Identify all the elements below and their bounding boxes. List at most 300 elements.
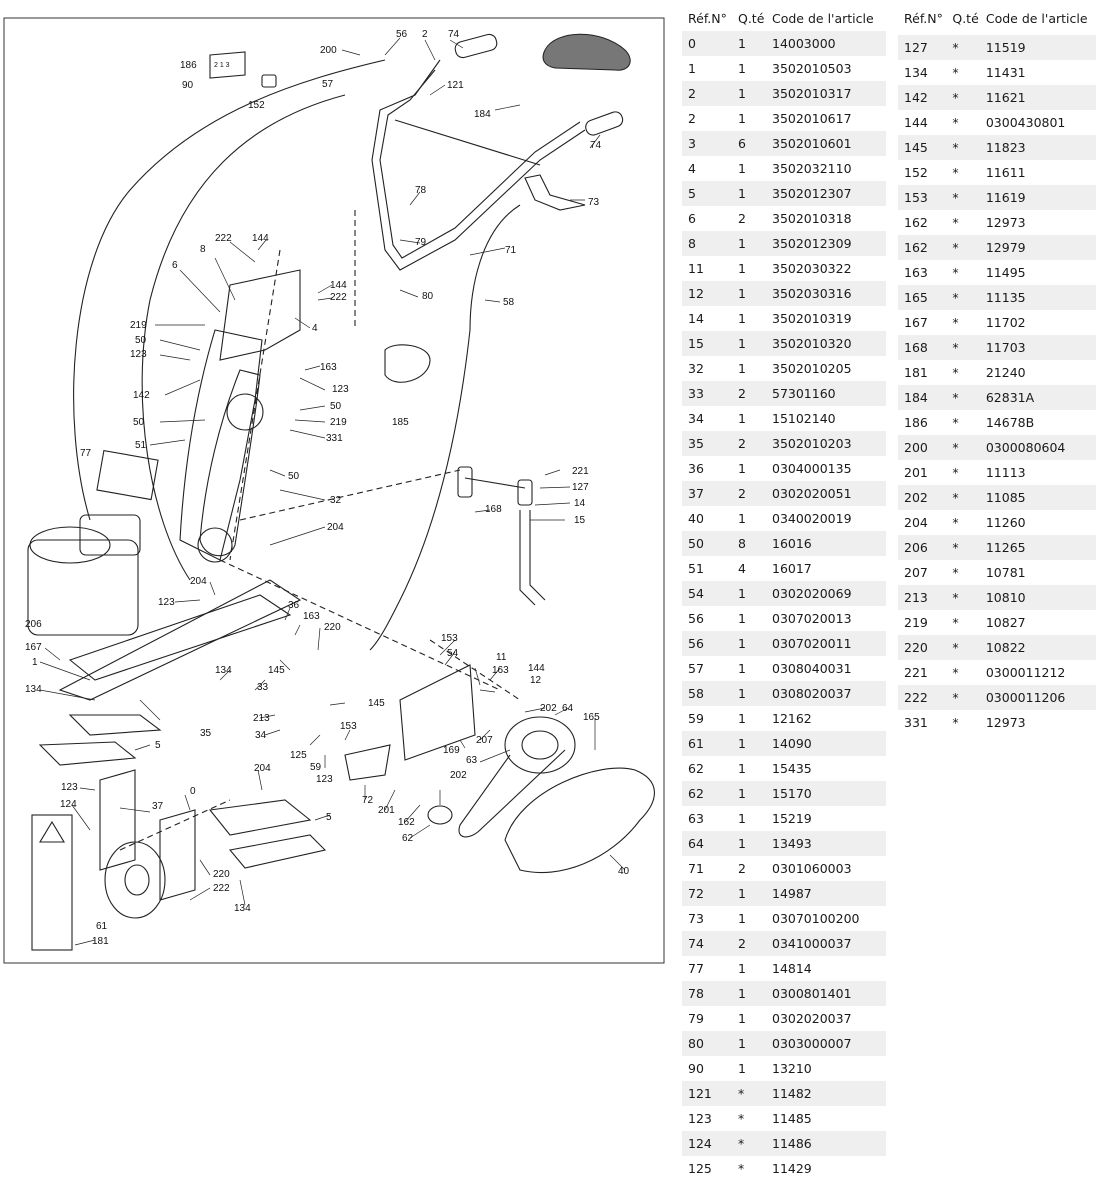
label-3-low: 5 — [326, 812, 332, 823]
table-row — [682, 481, 886, 506]
table-row — [682, 1106, 886, 1131]
cell-qty: 1 — [738, 511, 746, 526]
cell-ref: 33 — [682, 381, 732, 406]
table-row — [898, 85, 1096, 110]
label-123-far: 123 — [61, 782, 78, 793]
cell-qty: * — [946, 235, 979, 260]
cell-ref: 64 — [682, 831, 732, 856]
cell-qty: 1 — [738, 461, 746, 476]
cell-code: 3502012309 — [766, 231, 886, 256]
handle-pad-shape — [543, 34, 630, 70]
cell-ref: 202 — [898, 485, 946, 510]
table-row — [682, 106, 886, 131]
table-row — [898, 335, 1096, 360]
cell-qty: * — [946, 335, 979, 360]
table-row — [682, 531, 886, 556]
label-204-low2: 204 — [254, 763, 271, 774]
cell-ref: 61 — [682, 731, 732, 756]
label-162: 162 — [398, 817, 415, 828]
cell-ref: 1 — [688, 61, 696, 76]
cell-code: 14987 — [766, 881, 886, 906]
cell-qty: 2 — [732, 481, 766, 506]
cell-code: 15435 — [772, 761, 812, 776]
cell-qty: 1 — [738, 961, 746, 976]
label-163-right: 163 — [492, 665, 509, 676]
cell-code: 10810 — [980, 585, 1096, 610]
label-5: 6 — [172, 260, 178, 271]
label-35: 35 — [200, 728, 212, 739]
cell-qty: 1 — [738, 361, 746, 376]
decal-185-shape — [385, 345, 430, 382]
label-201: 201 — [378, 805, 395, 816]
label-145-mid: 145 — [368, 698, 385, 709]
table-row — [682, 281, 886, 306]
cell-code: 3502010317 — [766, 81, 886, 106]
table-row — [682, 606, 886, 631]
cell-ref: 162 — [898, 235, 946, 260]
table-row — [682, 56, 886, 81]
cell-qty: 1 — [732, 31, 766, 56]
table-row — [682, 956, 886, 981]
label-56: 56 — [396, 29, 408, 40]
cell-qty: 1 — [738, 61, 746, 76]
label-121: 121 — [447, 80, 464, 91]
cell-qty: 1 — [738, 761, 746, 776]
cell-code: 62831A — [980, 385, 1096, 410]
header-ref: Réf.N° — [904, 11, 943, 26]
cell-code: 3502030316 — [766, 281, 886, 306]
cell-qty: * — [952, 515, 959, 530]
cell-qty: * — [952, 65, 959, 80]
table-row — [898, 460, 1096, 485]
table-row — [898, 310, 1096, 335]
label-80: 80 — [422, 291, 434, 302]
cell-qty: * — [952, 665, 959, 680]
cell-ref: 207 — [904, 565, 928, 580]
cell-qty: 1 — [732, 581, 766, 606]
tension-plate-shape — [345, 745, 390, 780]
label-3-top: 5 — [155, 740, 161, 751]
table-row — [682, 706, 886, 731]
label-142: 142 — [133, 390, 150, 401]
cell-qty: 1 — [738, 261, 746, 276]
table-row — [898, 210, 1096, 235]
cell-ref: 74 — [682, 931, 732, 956]
cell-code: 0308020037 — [766, 681, 886, 706]
table-row — [898, 685, 1096, 710]
label-163-low: 163 — [303, 611, 320, 622]
table-row — [682, 656, 886, 681]
cell-qty: * — [946, 135, 979, 160]
label-58: 58 — [503, 297, 515, 308]
label-4: 4 — [312, 323, 318, 334]
cell-qty: 8 — [732, 531, 766, 556]
table-row — [682, 806, 886, 831]
label-200: 200 — [320, 45, 337, 56]
label-57: 57 — [322, 79, 334, 90]
cell-code: 11611 — [985, 165, 1026, 180]
cell-code: 15170 — [766, 781, 886, 806]
handlebar-cross-shape — [395, 120, 540, 165]
cell-qty: * — [952, 465, 959, 480]
table-row — [898, 660, 1096, 685]
table-row — [682, 181, 886, 206]
cell-code: 15102140 — [772, 411, 836, 426]
shaft-shape — [520, 510, 545, 605]
cell-ref: 56 — [682, 631, 732, 656]
cell-ref: 56 — [688, 611, 704, 626]
cell-ref: 36 — [688, 461, 704, 476]
label-123-left: 123 — [130, 349, 147, 360]
cell-ref: 62 — [688, 761, 704, 776]
cell-code: 0300801401 — [766, 981, 886, 1006]
label-202-low: 202 — [450, 770, 467, 781]
cell-qty: 1 — [738, 711, 746, 726]
cell-qty: * — [946, 35, 979, 60]
cell-code: 0302020069 — [766, 581, 886, 606]
cell-qty: * — [952, 165, 959, 180]
table-row — [682, 881, 886, 906]
cell-qty: * — [952, 365, 959, 380]
cell-code: 14678B — [985, 415, 1035, 430]
cell-code: 3502032110 — [772, 161, 852, 176]
warning-decal-shape — [32, 815, 72, 950]
cell-qty: * — [946, 635, 979, 660]
belt-cover-shape — [505, 768, 654, 872]
cell-ref: 58 — [682, 681, 732, 706]
cell-qty: * — [946, 285, 979, 310]
cell-qty: 2 — [738, 861, 746, 876]
cell-ref: 162 — [904, 215, 928, 230]
cell-code: 11135 — [980, 285, 1096, 310]
table-row — [898, 60, 1096, 85]
leader-lines-shape — [40, 38, 625, 945]
cell-ref: 73 — [688, 911, 704, 926]
hitch-plate2-shape — [40, 742, 135, 765]
cell-ref: 181 — [904, 365, 928, 380]
cell-qty: * — [952, 315, 959, 330]
cell-qty: 1 — [738, 1061, 746, 1076]
cell-qty: 1 — [732, 681, 766, 706]
frame-plate-shape — [220, 270, 300, 360]
cell-qty: * — [946, 485, 979, 510]
cell-qty: * — [946, 685, 979, 710]
label-144-top: 144 — [252, 233, 269, 244]
label-12: 12 — [530, 675, 542, 686]
cell-ref: 168 — [898, 335, 946, 360]
cell-code: 0307020013 — [772, 611, 852, 626]
cell-ref: 78 — [682, 981, 732, 1006]
cell-code: 15219 — [772, 811, 812, 826]
table-row — [898, 35, 1096, 60]
table-row — [898, 160, 1096, 185]
cell-qty: * — [952, 265, 959, 280]
label-221: 221 — [572, 466, 589, 477]
handlebar-shape — [372, 60, 585, 270]
cell-code: 12979 — [980, 235, 1096, 260]
label-32: 32 — [330, 495, 342, 506]
label-50-right: 50 — [288, 471, 300, 482]
cell-code: 10822 — [980, 635, 1096, 660]
bracket-shape — [100, 770, 195, 900]
label-123-mid: 123 — [332, 384, 349, 395]
cell-code: 0302020037 — [772, 1011, 852, 1026]
table-row — [898, 485, 1096, 510]
pulley-small-shape — [428, 806, 452, 824]
cell-code: 14814 — [772, 961, 812, 976]
table-row — [898, 135, 1096, 160]
label-152: 152 — [248, 100, 265, 111]
cell-code: 0300011212 — [985, 665, 1066, 680]
cell-code: 16017 — [772, 561, 812, 576]
label-50-low: 50 — [133, 417, 145, 428]
table-row — [682, 356, 886, 381]
table-row — [898, 185, 1096, 210]
cell-code: 11113 — [985, 465, 1026, 480]
header-qty: Q.té — [952, 11, 979, 26]
cell-qty: 1 — [738, 811, 746, 826]
cell-code: 11431 — [985, 65, 1026, 80]
table-row — [682, 1006, 886, 1031]
table-row — [682, 1156, 886, 1181]
header-code: Code de l'article — [985, 11, 1088, 26]
guide-lines-shape — [120, 210, 520, 850]
cell-ref: 34 — [688, 411, 704, 426]
cell-qty: * — [952, 115, 959, 130]
cell-ref: 124 — [682, 1131, 732, 1156]
cell-ref: 4 — [688, 161, 696, 176]
cell-qty: * — [946, 435, 979, 460]
tag-186-text: 2 1 3 — [214, 62, 230, 69]
cell-code: 11265 — [980, 535, 1096, 560]
label-219-left: 219 — [130, 320, 147, 331]
label-165: 165 — [583, 712, 600, 723]
sprocket-upper-shape — [227, 394, 263, 430]
cell-ref: 90 — [688, 1061, 704, 1076]
table-row — [682, 406, 886, 431]
cell-code: 12973 — [985, 715, 1026, 730]
label-127-mid: 134 — [215, 665, 232, 676]
chain-loop-shape — [200, 370, 260, 556]
header-qty: Q.té — [738, 11, 765, 26]
cell-ref: 72 — [682, 881, 732, 906]
cell-ref: 63 — [688, 811, 704, 826]
cell-ref: 2 — [688, 111, 696, 126]
table-row — [898, 410, 1096, 435]
cell-ref: 153 — [898, 185, 946, 210]
pulley-inner-shape — [522, 731, 558, 759]
cell-qty: 1 — [738, 661, 746, 676]
cell-ref: 57 — [688, 661, 704, 676]
label-124: 124 — [60, 799, 77, 810]
table-row — [682, 81, 886, 106]
cell-ref: 14 — [688, 311, 704, 326]
cell-code: 16016 — [766, 531, 886, 556]
table-row — [682, 731, 886, 756]
cell-qty: 1 — [732, 231, 766, 256]
cell-qty: * — [946, 585, 979, 610]
table-row — [682, 31, 886, 56]
table-row — [898, 260, 1096, 285]
cell-qty: * — [738, 1161, 745, 1176]
cell-ref: 221 — [904, 665, 928, 680]
label-181: 181 — [92, 936, 109, 947]
cell-qty: 2 — [738, 211, 746, 226]
parts-table-2-body — [898, 35, 1096, 735]
table-header-row — [898, 6, 1096, 31]
grip-right-shape — [584, 110, 625, 137]
cell-qty: 1 — [732, 631, 766, 656]
table-row — [682, 381, 886, 406]
cell-code: 11486 — [766, 1131, 886, 1156]
cell-qty: 1 — [738, 1011, 746, 1026]
cell-qty: * — [732, 1081, 766, 1106]
cell-code: 03070100200 — [772, 911, 860, 926]
table-row — [898, 535, 1096, 560]
engine-head-shape — [80, 515, 140, 555]
table-row — [898, 285, 1096, 310]
cell-code: 0308040031 — [772, 661, 852, 676]
table-row — [682, 1056, 886, 1081]
bracket-14-shape — [458, 467, 472, 497]
label-8: 8 — [200, 244, 206, 255]
cell-code: 11485 — [772, 1111, 812, 1126]
bracket-14b-shape — [518, 480, 532, 505]
cell-ref: 186 — [904, 415, 928, 430]
label-36: 36 — [288, 600, 300, 611]
cell-qty: * — [946, 385, 979, 410]
table-row — [682, 231, 886, 256]
label-144-right: 144 — [528, 663, 545, 674]
cell-qty: 1 — [732, 331, 766, 356]
table-row — [682, 331, 886, 356]
label-74-right: 74 — [590, 140, 602, 151]
label-78: 78 — [415, 185, 427, 196]
label-79: 79 — [415, 237, 427, 248]
parts-table-2 — [898, 6, 1096, 735]
label-184: 184 — [474, 109, 491, 120]
label-37: 37 — [152, 801, 164, 812]
cell-ref: 40 — [688, 511, 704, 526]
table-row — [682, 906, 886, 931]
handlebar-inner-shape — [380, 70, 580, 258]
label-72: 72 — [362, 795, 374, 806]
label-163-mid: 163 — [320, 362, 337, 373]
cell-ref: 50 — [682, 531, 732, 556]
cell-code: 11621 — [980, 85, 1096, 110]
cell-qty: 1 — [732, 881, 766, 906]
cell-ref: 144 — [904, 115, 928, 130]
label-220-mid: 220 — [324, 622, 341, 633]
cell-qty: 1 — [732, 81, 766, 106]
label-222-mid: 222 — [330, 292, 347, 303]
chain-housing-shape — [180, 330, 262, 560]
cell-ref: 163 — [904, 265, 928, 280]
label-14: 14 — [574, 498, 586, 509]
label-6: 0 — [190, 786, 196, 797]
label-134: 127 — [572, 482, 589, 493]
cell-qty: 6 — [732, 131, 766, 156]
cell-code: 57301160 — [766, 381, 886, 406]
cell-code: 11482 — [766, 1081, 886, 1106]
label-73: 73 — [588, 197, 600, 208]
pulley-large-shape — [505, 717, 575, 773]
label-71: 71 — [505, 245, 517, 256]
cell-qty: 2 — [732, 931, 766, 956]
label-204-mid: 204 — [327, 522, 344, 533]
label-51: 51 — [135, 440, 147, 451]
table-row — [898, 635, 1096, 660]
header-ref: Réf.N° — [688, 11, 727, 26]
cell-ref: 54 — [682, 581, 732, 606]
cell-ref: 201 — [904, 465, 928, 480]
cell-qty: * — [946, 185, 979, 210]
cell-code: 3502010205 — [772, 361, 852, 376]
cell-ref: 184 — [898, 385, 946, 410]
cell-code: 10781 — [985, 565, 1026, 580]
cell-qty: 1 — [732, 281, 766, 306]
table-row — [898, 510, 1096, 535]
cell-code: 0301060003 — [772, 861, 852, 876]
table-row — [898, 110, 1096, 135]
label-331: 331 — [326, 433, 343, 444]
table-row — [682, 681, 886, 706]
label-40: 40 — [618, 866, 630, 877]
cell-ref: 206 — [898, 535, 946, 560]
cell-ref: 35 — [682, 431, 732, 456]
cell-ref: 0 — [682, 31, 732, 56]
cell-code: 14090 — [766, 731, 886, 756]
label-144-mid: 144 — [330, 280, 347, 291]
label-204-low: 204 — [190, 576, 207, 587]
label-1: 1 — [32, 657, 38, 668]
label-202-right: 202 — [540, 703, 557, 714]
label-74-top: 74 — [448, 29, 460, 40]
muffler-shape — [97, 451, 158, 500]
cell-qty: * — [952, 715, 959, 730]
cell-qty: * — [738, 1111, 745, 1126]
cell-code: 14003000 — [766, 31, 886, 56]
cell-code: 13493 — [766, 831, 886, 856]
cell-qty: 1 — [738, 411, 746, 426]
wheel-hub-shape — [125, 865, 149, 895]
cell-code: 21240 — [985, 365, 1026, 380]
label-167: 167 — [25, 642, 42, 653]
label-64: 64 — [562, 703, 574, 714]
label-222-top: 222 — [215, 233, 232, 244]
cell-code: 11619 — [980, 185, 1096, 210]
cell-code: 11260 — [985, 515, 1026, 530]
table-row — [898, 385, 1096, 410]
label-11: 11 — [496, 652, 507, 663]
cell-qty: 1 — [732, 781, 766, 806]
label-123-bottom: 123 — [316, 774, 333, 785]
cell-ref: 77 — [688, 961, 704, 976]
cell-qty: * — [732, 1131, 766, 1156]
label-219-mid: 219 — [330, 417, 347, 428]
cell-ref: 6 — [688, 211, 696, 226]
label-153-right: 153 — [441, 633, 458, 644]
cell-ref: 79 — [688, 1011, 704, 1026]
cell-code: 0304000135 — [772, 461, 852, 476]
cell-code: 3502010203 — [766, 431, 886, 456]
table-row — [682, 556, 886, 581]
table-row — [682, 1031, 886, 1056]
label-168: 168 — [485, 504, 502, 515]
table-row — [898, 610, 1096, 635]
table-row — [682, 506, 886, 531]
cell-ref: 200 — [898, 435, 946, 460]
